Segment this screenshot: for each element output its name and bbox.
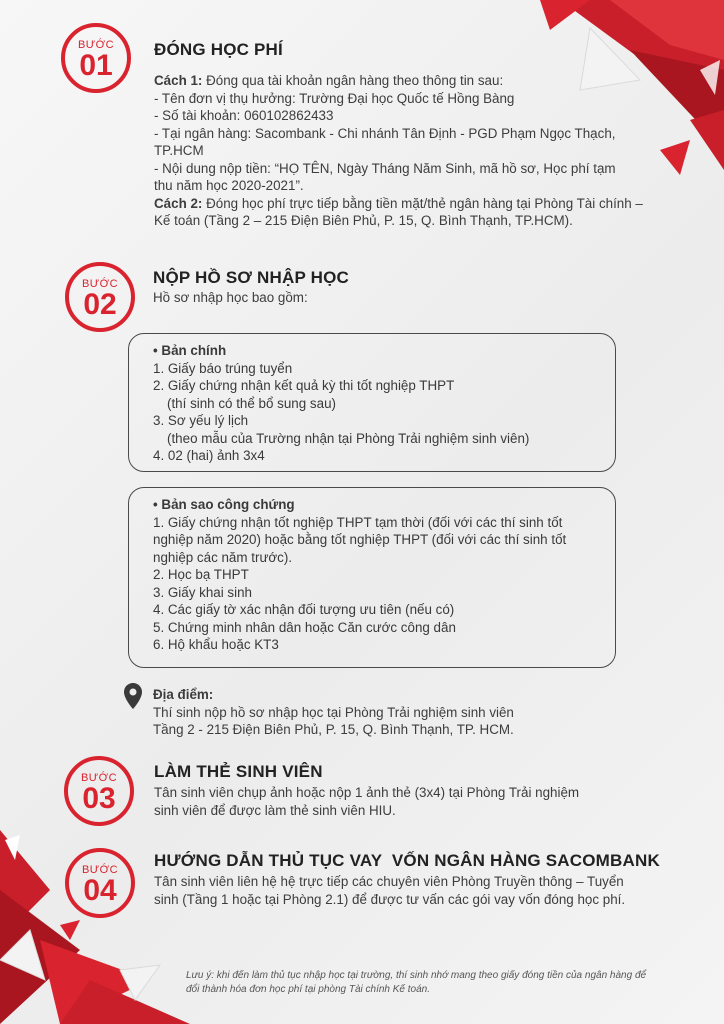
list-item: 6. Hộ khẩu hoặc KT3 (153, 637, 279, 652)
step-2-intro: Hồ sơ nhập học bao gồm: (153, 290, 308, 305)
step-2-badge (65, 262, 135, 332)
step-4-badge (65, 848, 135, 918)
original-documents-box (128, 333, 616, 472)
step-4-title: HƯỚNG DẪN THỦ TỤC VAY VỐN NGÂN HÀNG SACOMBANK (154, 851, 660, 870)
list-item: 3. Sơ yếu lý lịch (153, 413, 249, 428)
notarized-copies-box (128, 487, 616, 668)
step-1-title: ĐÓNG HỌC PHÍ (154, 40, 283, 59)
footer-note-line: Lưu ý: khi đến làm thủ tục nhập học tại trường, thí sinh nhớ mang theo giấy đóng tiền của ngân hàng để (186, 970, 647, 981)
step-1-line: thu năm học 2020-2021”. (154, 178, 304, 193)
step-4-label: BƯỚC (81, 863, 119, 876)
step-1-method-2-label: Cách 2: (154, 195, 203, 211)
list-item: 4. 02 (hai) ảnh 3x4 (153, 448, 265, 463)
step-3-number: 03 (82, 781, 116, 815)
list-item-note: (theo mẫu của Trường nhận tại Phòng Trải nghiệm sinh viên) (167, 430, 530, 446)
step-1-line: TP.HCM (154, 143, 204, 158)
step-4-number: 04 (83, 873, 117, 907)
step-3-body (154, 784, 654, 819)
step-2-label: BƯỚC (81, 277, 119, 290)
step-1-method-2-text: Đóng học phí trực tiếp bằng tiền mặt/thẻ ngân hàng tại Phòng Tài chính – (202, 195, 643, 211)
step-1-line: Kế toán (Tầng 2 – 215 Điện Biên Phủ, P. 15, Q. Bình Thạnh, TP.HCM). (154, 213, 573, 228)
notarized-copies-heading: • Bản sao công chứng (153, 497, 295, 512)
list-item: 2. Học bạ THPT (153, 567, 249, 582)
list-item: 1. Giấy báo trúng tuyển (153, 360, 293, 376)
original-documents-heading: • Bản chính (153, 343, 227, 358)
step-1-line: - Tên đơn vị thụ hưởng: Trường Đại học Quốc tế Hồng Bàng (154, 90, 515, 106)
list-item: 3. Giấy khai sinh (153, 584, 252, 600)
footer-note-line: đổi thành hóa đơn học phí tại phòng Tài chính Kế toán. (186, 984, 431, 995)
list-item-note: (thí sinh có thể bổ sung sau) (167, 395, 336, 411)
step-4-line: Tân sinh viên liên hệ hệ trực tiếp các chuyên viên Phòng Truyền thông – Tuyển (154, 874, 624, 889)
step-4-body (154, 873, 664, 908)
step-3-badge (64, 756, 134, 826)
location-line: Thí sinh nộp hồ sơ nhập học tại Phòng Trải nghiệm sinh viên (153, 704, 514, 720)
location-label: Địa điểm: (153, 687, 214, 702)
footer-note (186, 969, 666, 997)
step-3-title: LÀM THẺ SINH VIÊN (154, 762, 323, 781)
list-item: nghiệp năm 2020) hoặc bằng tốt nghiệp THPT (đối với các thí sinh tốt (153, 532, 567, 547)
step-3-line: sinh viên để được làm thẻ sinh viên HIU. (154, 802, 396, 818)
step-1-body (154, 72, 654, 230)
step-1-method-1-label: Cách 1: (154, 73, 203, 88)
list-item: 5. Chứng minh nhân dân hoặc Căn cước công dân (153, 619, 456, 635)
step-2-number: 02 (83, 287, 117, 321)
list-item: 4. Các giấy tờ xác nhận đối tượng ưu tiên (nếu có) (153, 602, 455, 617)
step-1-label: BƯỚC (77, 38, 115, 51)
step-1-line: - Số tài khoản: 060102862433 (154, 108, 334, 123)
step-3-line: Tân sinh viên chụp ảnh hoặc nộp 1 ảnh thẻ (3x4) tại Phòng Trải nghiệm (154, 785, 580, 800)
step-2-title: NỘP HỒ SƠ NHẬP HỌC (153, 268, 350, 287)
step-1-number: 01 (79, 48, 113, 82)
location-line: Tầng 2 - 215 Điện Biên Phủ, P. 15, Q. Bình Thạnh, TP. HCM. (153, 722, 514, 737)
map-pin-icon (124, 683, 142, 709)
step-1-line: - Tại ngân hàng: Sacombank - Chi nhánh Tân Định - PGD Phạm Ngọc Thạch, (154, 125, 616, 141)
list-item: nghiệp các năm trước). (153, 549, 293, 565)
step-1-badge (61, 23, 131, 93)
step-3-label: BƯỚC (80, 771, 118, 784)
step-1-line: - Nội dung nộp tiền: “HỌ TÊN, Ngày Tháng Năm Sinh, mã hồ sơ, Học phí tạm (154, 160, 616, 176)
step-4-line: sinh (Tầng 1 hoặc tại Phòng 2.1) để được tư vấn các gói vay vốn đóng học phí. (154, 891, 626, 907)
list-item: 2. Giấy chứng nhận kết quả kỳ thi tốt nghiệp THPT (153, 378, 455, 393)
step-1-method-1-text: Đóng qua tài khoản ngân hàng theo thông tin sau: (202, 73, 504, 88)
location-block (153, 686, 623, 739)
list-item: 1. Giấy chứng nhận tốt nghiệp THPT tạm thời (đối với các thí sinh tốt (153, 514, 563, 530)
